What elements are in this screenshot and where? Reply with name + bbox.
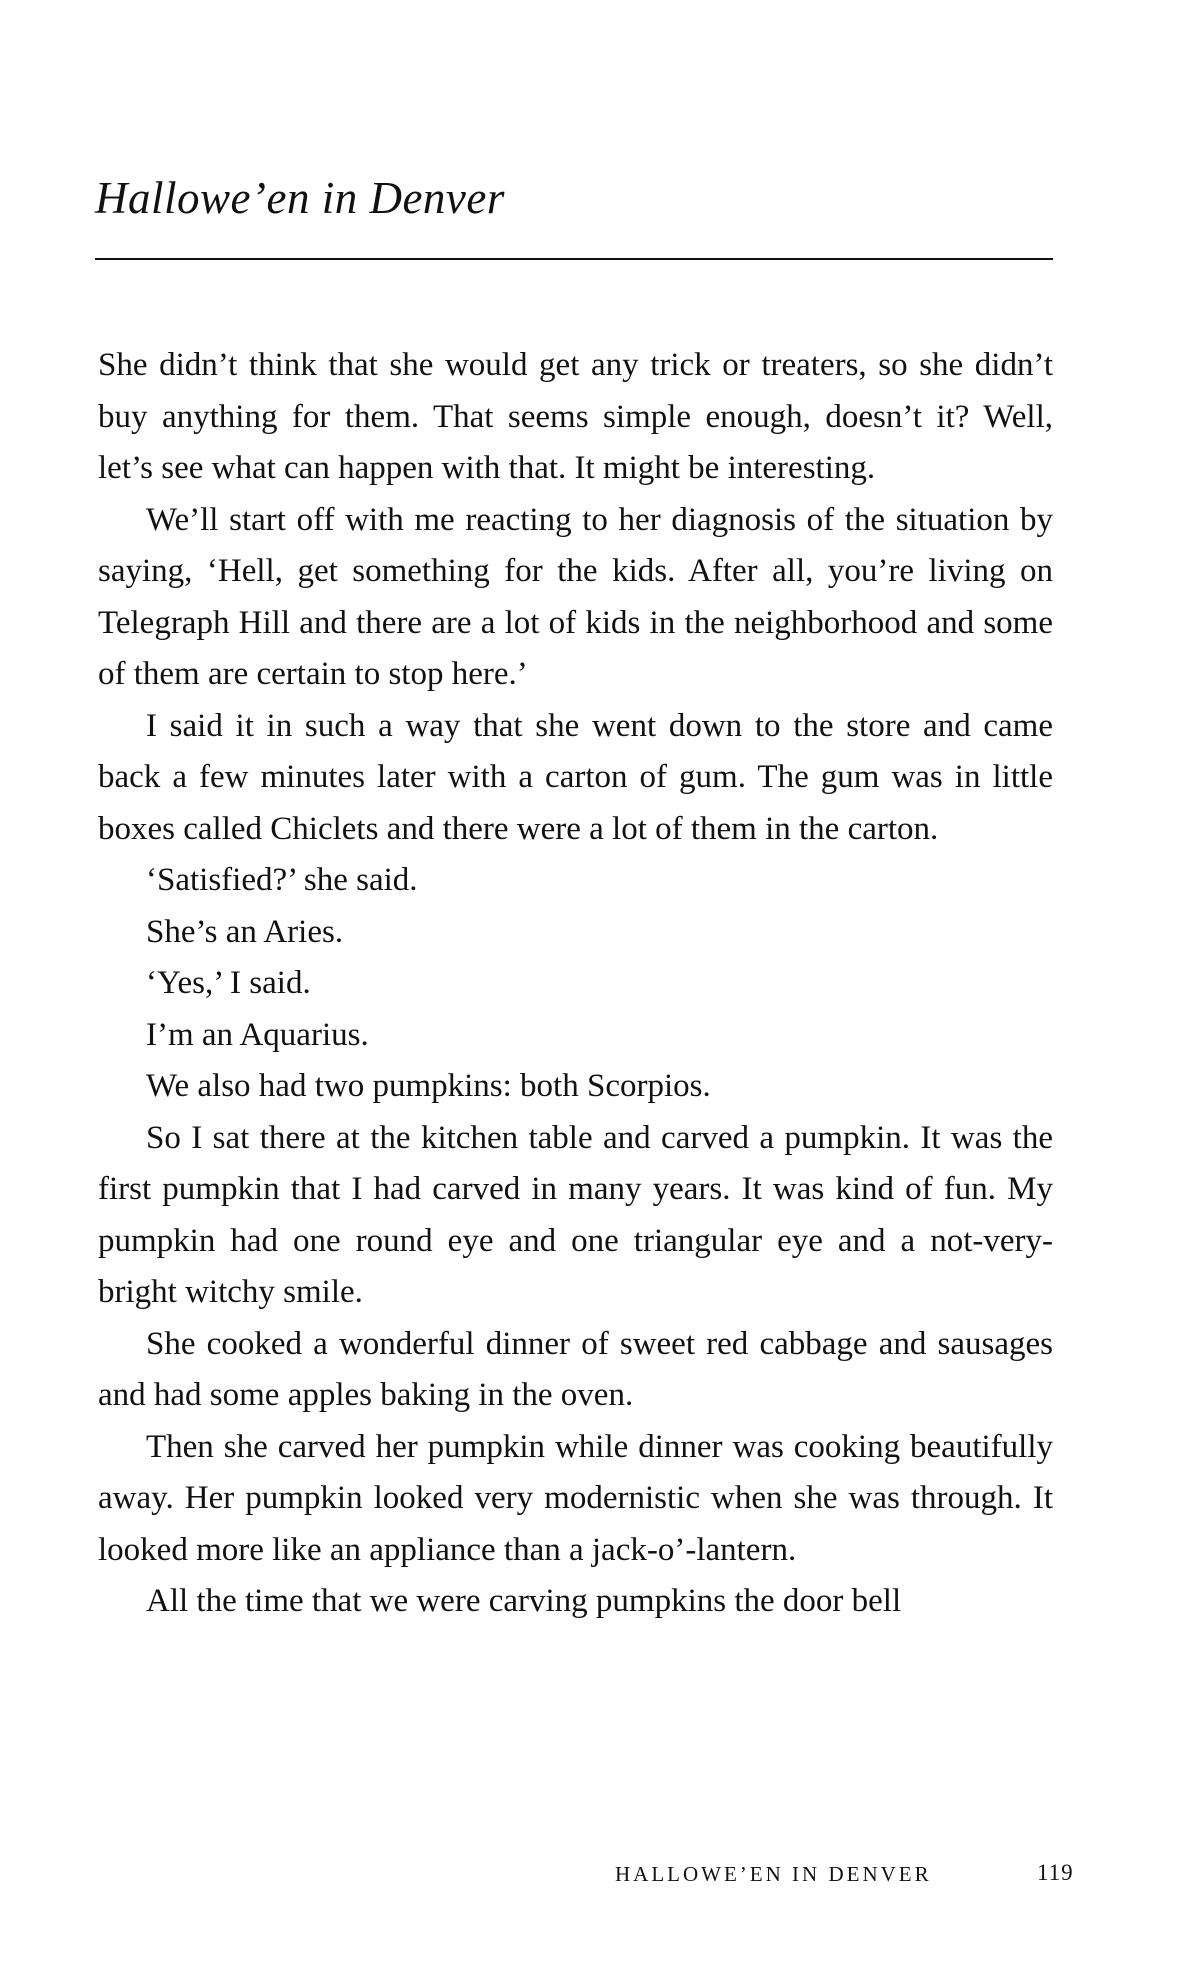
paragraph: She didn’t think that she would get any trick or treaters, so she didn’t buy anything for them. That seems simple enough, doesn’t it? Well, let’s see what can happen with that. It might be interesting.: [98, 347, 1053, 486]
footer-title: HALLOWE’EN IN DENVER: [615, 1862, 932, 1886]
paragraph: Then she carved her pumpkin while dinner was cooking beautifully away. Her pumpkin looked very modernistic when she was through. It looked more like an appliance than a jack-o’-lantern.: [98, 1428, 1053, 1568]
paragraph: ‘Satisfied?’ she said.: [146, 862, 418, 898]
paragraph: She cooked a wonderful dinner of sweet red cabbage and sausages and had some apples baking in the oven.: [98, 1325, 1053, 1413]
paragraph: So I sat there at the kitchen table and carved a pumpkin. It was the first pumpkin that I had carved in many years. It was kind of fun. My pumpkin had one round eye and one triangular eye and a not-very-bright witchy smile.: [98, 1119, 1053, 1310]
paragraph: I’m an Aquarius.: [146, 1016, 369, 1053]
paragraph: All the time that we were carving pumpkins the door bell: [146, 1583, 902, 1619]
page-number: 119: [1037, 1860, 1074, 1885]
header-rule: [95, 258, 1053, 260]
paragraph: We also had two pumpkins: both Scorpios.: [146, 1068, 711, 1104]
running-head: Hallowe’en in Denver: [95, 173, 505, 223]
paragraph: She’s an Aries.: [146, 913, 344, 950]
paragraph: We’ll start off with me reacting to her diagnosis of the situation by saying, ‘Hell, get something for the kids. After all, you’re living on Telegraph Hill and there are a lot of kids in the neighborhood and some of them are certain to stop here.’: [98, 501, 1053, 692]
paragraph: ‘Yes,’ I said.: [146, 965, 311, 1001]
paragraph: I said it in such a way that she went down to the store and came back a few minutes later with a carton of gum. The gum was in little boxes called Chiclets and there were a lot of them in the carton.: [98, 707, 1053, 847]
body-text: [98, 340, 1053, 1628]
